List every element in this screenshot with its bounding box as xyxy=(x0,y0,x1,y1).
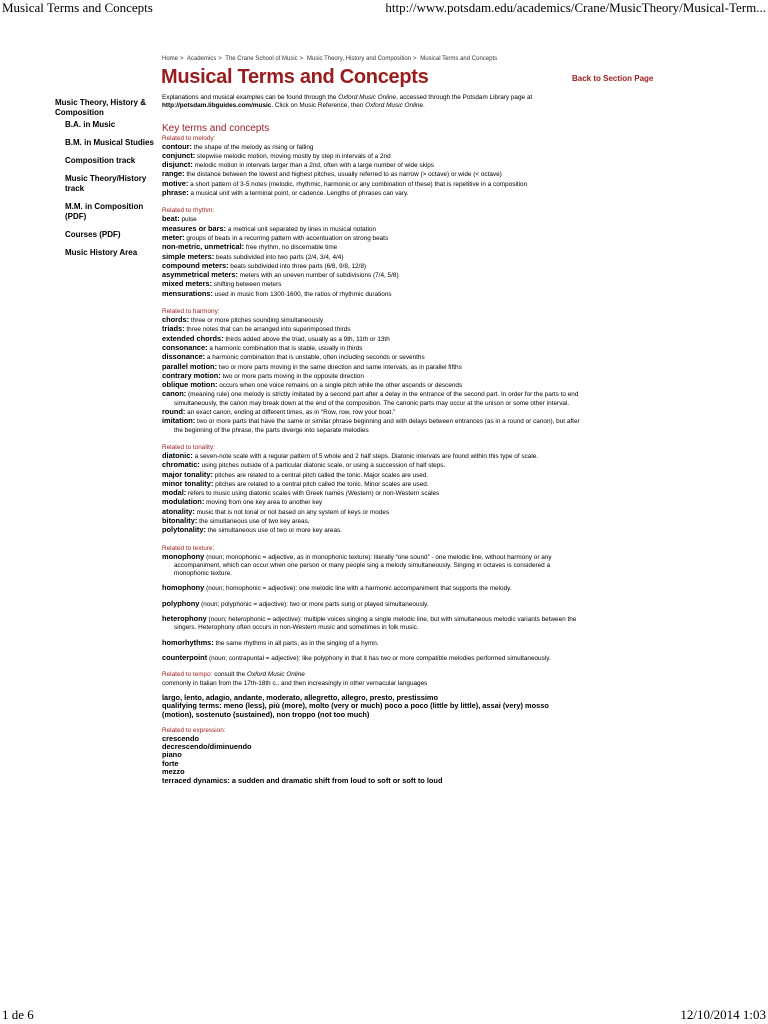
term-entry xyxy=(162,639,582,648)
term-entry xyxy=(162,408,582,417)
term-entry xyxy=(162,325,582,334)
term-name: simple meters: xyxy=(162,251,215,261)
breadcrumb-music-theory[interactable]: Music Theory, History and Composition xyxy=(306,56,412,62)
term-definition: two or more parts moving in the same direction and same intervals, as in parallel fifths xyxy=(217,363,462,371)
tempo-oxford: Oxford Music Online xyxy=(246,671,305,679)
print-header xyxy=(0,0,768,16)
term-name: dissonance: xyxy=(162,352,206,362)
breadcrumb-academics[interactable]: Academics xyxy=(186,56,217,62)
term-entry xyxy=(162,471,582,480)
term-definition: occurs when one voice remains on a single pitch while the other ascends or descends xyxy=(217,382,463,390)
term-entry xyxy=(162,243,582,252)
term-definition: (noun; homophonic = adjective): one melodic line with a harmonic accompaniment that supports the melody. xyxy=(204,585,512,593)
term-name: homophony xyxy=(162,583,205,593)
term-definition: music that is not tonal or not based on any system of keys or modes xyxy=(194,508,390,516)
intro-text: , accessed through the Potsdam Library page at xyxy=(396,94,533,101)
term-definition: stepwise melodic motion, moving mostly by step in intervals of a 2nd xyxy=(195,152,391,160)
term-entry xyxy=(162,381,582,390)
texture-terms xyxy=(162,553,582,664)
term-definition: (noun; monophonic = adjective, as in monophonic texture): literally “one sound” - one melodic line, without harmony or any accompaniment, which can occur when one person or many people sing a melody simultaneously. Singing in octaves is considered a monophonic texture. xyxy=(174,553,552,578)
term-name: imitation: xyxy=(162,416,196,426)
tonality-terms xyxy=(162,452,582,536)
term-definition: beats subdivided into three parts (6/8, 9/8, 12/8) xyxy=(228,262,367,270)
print-title: Musical Terms and Concepts xyxy=(2,0,153,15)
term-entry xyxy=(162,654,582,663)
term-name: range: xyxy=(162,169,185,179)
back-to-section-link[interactable]: Back to Section Page xyxy=(572,74,654,83)
term-name: motive: xyxy=(162,178,189,188)
term-definition: melodic motion in intervals larger than a 2nd, often with a large number of wide skips xyxy=(192,162,434,170)
intro-oxford: Oxford Music Online xyxy=(365,102,424,110)
tempo-terms: largo, lento, adagio, andante, moderato, allegretto, allegro, presto, prestissimo xyxy=(162,692,438,702)
term-entry xyxy=(162,452,582,461)
term-entry xyxy=(162,526,582,535)
term-entry xyxy=(162,280,582,289)
term-name: compound meters: xyxy=(162,260,229,270)
term-entry xyxy=(162,372,582,381)
term-definition: pitches are related to a central pitch called the tonic. Minor scales are used. xyxy=(213,480,429,488)
expression-item: forte xyxy=(162,758,179,768)
term-definition: an exact canon, ending at different times, as in “Row, row, row your boat.” xyxy=(185,409,396,417)
print-footer xyxy=(0,1007,768,1023)
term-definition: three or more pitches sounding simultaneously xyxy=(189,317,324,325)
intro-text: . Click on Music Reference, then xyxy=(271,102,366,110)
term-definition: used in music from 1300-1600, the ratios of rhythmic durations xyxy=(212,290,392,298)
expression-item: crescendo xyxy=(162,733,199,743)
libguides-link[interactable]: http://potsdam.libguides.com/music xyxy=(162,102,272,110)
term-definition: a metrical unit separated by lines in musical notation xyxy=(226,225,376,233)
term-definition: pitches are related to a central pitch called the tonic. Major scales are used. xyxy=(212,471,429,479)
term-name: mixed meters: xyxy=(162,279,213,289)
term-definition: the same rhythms in all parts, as in the singing of a hymn. xyxy=(213,639,379,647)
term-name: beat: xyxy=(162,214,180,224)
term-definition: a musical unit with a terminal point, or cadence. Lengths of phrases can vary. xyxy=(188,190,409,198)
term-definition: groups of beats in a recurring pattern with accentuation on strong beats xyxy=(184,234,389,242)
term-definition: free rhythm, no discernable time xyxy=(244,244,338,252)
term-entry xyxy=(162,417,582,435)
term-definition: refers to music using diatonic scales with Greek names (Western) or non-Western scales xyxy=(186,490,440,498)
term-entry xyxy=(162,189,582,198)
term-entry xyxy=(162,344,582,353)
term-entry xyxy=(162,271,582,280)
term-name: homorhythms: xyxy=(162,637,214,647)
sidebar-item-theory-history-track[interactable]: Music Theory/History track xyxy=(65,174,147,193)
term-name: minor tonality: xyxy=(162,478,214,488)
term-definition: two or more parts moving in the opposite direction xyxy=(220,372,364,380)
term-name: polytonality: xyxy=(162,525,206,535)
print-datetime: 12/10/2014 1:03 xyxy=(680,1007,766,1022)
term-entry xyxy=(162,180,582,189)
section-heading: Key terms and concepts xyxy=(162,122,270,134)
intro-paragraph xyxy=(162,94,582,111)
term-name: triads: xyxy=(162,324,185,334)
term-entry xyxy=(162,353,582,362)
term-entry xyxy=(162,152,582,161)
breadcrumb-crane-school[interactable]: The Crane School of Music xyxy=(225,56,298,62)
term-entry xyxy=(162,390,582,408)
term-name: consonance: xyxy=(162,342,208,352)
term-name: heterophony xyxy=(162,614,207,624)
term-name: polyphony xyxy=(162,598,200,608)
term-name: chords: xyxy=(162,315,190,325)
expression-item: terraced dynamics: a sudden and dramatic shift from loud to soft or soft to loud xyxy=(162,775,443,785)
term-entry xyxy=(162,508,582,517)
page-title: Musical Terms and Concepts xyxy=(161,66,429,88)
melody-subheading: Related to melody: xyxy=(162,134,216,142)
texture-subheading: Related to texture: xyxy=(162,544,215,552)
print-url: http://www.potsdam.edu/academics/Crane/MusicTheory/Musical-Term... xyxy=(385,0,766,15)
harmony-terms xyxy=(162,316,582,435)
term-name: round: xyxy=(162,407,186,417)
term-entry xyxy=(162,584,582,593)
term-name: extended chords: xyxy=(162,333,224,343)
intro-text: . xyxy=(423,102,425,110)
term-definition: the distance between the lowest and highest pitches, usually referred to as narrow (> octave) or wide (< octave) xyxy=(184,171,502,179)
main-content xyxy=(162,94,582,785)
expression-item: decrescendo/diminuendo xyxy=(162,742,252,752)
term-entry xyxy=(162,461,582,470)
expression-item: mezzo xyxy=(162,767,185,777)
term-name: conjunct: xyxy=(162,150,196,160)
term-name: major tonality: xyxy=(162,469,213,479)
breadcrumb-current: Musical Terms and Concepts xyxy=(420,56,498,62)
term-definition: a seven-note scale with a regular pattern of 5 whole and 2 half steps. Diatonic intervals are found within this type of scale. xyxy=(192,452,539,460)
term-name: chromatic: xyxy=(162,460,200,470)
term-entry xyxy=(162,335,582,344)
term-name: measures or bars: xyxy=(162,223,227,233)
print-page-number: 1 de 6 xyxy=(2,1007,34,1022)
tonality-subheading: Related to tonality: xyxy=(162,443,215,451)
term-entry xyxy=(162,517,582,526)
rhythm-terms xyxy=(162,215,582,299)
sidebar-item-ba-music[interactable]: B.A. in Music xyxy=(65,120,116,129)
breadcrumb-home[interactable]: Home xyxy=(162,56,179,62)
term-name: contour: xyxy=(162,141,192,151)
sidebar xyxy=(55,98,160,266)
term-definition: meters with an uneven number of subdivisions (7/4, 5/8) xyxy=(238,272,399,280)
term-definition: moving from one key area to another key xyxy=(204,499,323,507)
term-entry xyxy=(162,553,582,579)
intro-text: Explanations and musical examples can be found through the xyxy=(162,94,339,101)
expression-item: piano xyxy=(162,750,182,760)
sidebar-item-courses[interactable]: Courses (PDF) xyxy=(65,230,121,239)
term-definition: using pitches outside of a particular diatonic scale, or using a succession of half steps. xyxy=(199,462,446,470)
sidebar-item-bm-musical-studies[interactable]: B.M. in Musical Studies xyxy=(65,138,154,147)
term-definition: two or more parts that have the same or similar phrase beginning and with delays between entrances (as in a round or canon), but after the beginning of the phrase, the parts diverge into separate melodies xyxy=(174,418,580,434)
expression-list xyxy=(162,735,582,785)
term-definition: a harmonic combination that is unstable, often including seconds or sevenths xyxy=(205,354,425,362)
sidebar-item-music-history[interactable]: Music History Area xyxy=(65,248,138,257)
term-name: non-metric, unmetrical: xyxy=(162,242,245,252)
sidebar-heading[interactable]: Music Theory, History & Composition xyxy=(55,98,146,117)
term-entry xyxy=(162,161,582,170)
term-definition: the simultaneous use of two key areas. xyxy=(197,517,310,525)
rhythm-subheading: Related to rhythm: xyxy=(162,207,215,215)
term-name: atonality: xyxy=(162,506,195,516)
term-name: canon: xyxy=(162,389,187,399)
term-definition: three notes that can be arranged into superimposed thirds xyxy=(184,326,351,334)
term-entry xyxy=(162,170,582,179)
term-name: oblique motion: xyxy=(162,380,218,390)
term-definition: (noun; contrapuntal = adjective): like polyphony in that it has two or more compatible melodies performed simultaneously. xyxy=(207,654,551,662)
term-definition: pulse xyxy=(179,216,197,224)
tempo-subheading xyxy=(162,671,582,679)
term-entry xyxy=(162,316,582,325)
term-entry xyxy=(162,143,582,152)
term-entry xyxy=(162,498,582,507)
qualifying-terms: qualifying terms: meno (less), più (more), molto (very or much) poco a poco (little by little), assai (very) mosso (motion), sostenuto (sustained), non troppo (not too much) xyxy=(162,701,549,720)
intro-oxford: Oxford Music Online xyxy=(338,94,397,101)
term-definition: (noun; polyphonic = adjective): two or more parts sung or played simultaneously. xyxy=(199,600,429,608)
term-name: counterpoint xyxy=(162,652,208,662)
term-name: diatonic: xyxy=(162,450,193,460)
term-definition: (meaning rule) one melody is strictly imitated by a second part after a delay in the entrance of the second part. In order for the parts to end simultaneously, the canon may break down at the end of the composition. The canonic parts may occur at the unison or some other interval. xyxy=(174,391,579,407)
tempo-description: commonly in Italian from the 17th-18th c., and then increasingly in other vernacular languages xyxy=(162,679,428,687)
term-definition: the simultaneous use of two or more key areas. xyxy=(205,527,342,535)
term-name: phrase: xyxy=(162,188,189,198)
term-name: parallel motion: xyxy=(162,361,218,371)
term-name: mensurations: xyxy=(162,288,213,298)
term-definition: (noun; heterophonic = adjective): multiple voices singing a single melodic line, but with simultaneous melodic variants between the singers. Heterophony often occurs in non-Western music and sometimes in folk music. xyxy=(174,616,577,632)
term-name: modulation: xyxy=(162,497,205,507)
harmony-subheading: Related to harmony: xyxy=(162,308,220,316)
term-entry xyxy=(162,363,582,372)
sidebar-item-composition-track[interactable]: Composition track xyxy=(65,156,136,165)
term-name: monophony xyxy=(162,551,205,561)
tempo-section xyxy=(162,671,582,719)
term-entry xyxy=(162,600,582,609)
term-entry xyxy=(162,480,582,489)
term-name: modal: xyxy=(162,488,187,498)
term-entry xyxy=(162,290,582,299)
term-definition: shifting between meters xyxy=(212,281,282,289)
tempo-label-rest: consult the xyxy=(212,671,247,679)
term-name: asymmetrical meters: xyxy=(162,270,239,280)
term-entry xyxy=(162,225,582,234)
tempo-label: Related to tempo: xyxy=(162,671,213,679)
term-name: bitonality: xyxy=(162,515,198,525)
breadcrumb: Home > Academics > The Crane School of Music > Music Theory, History and Composition > Musical Terms and Concepts xyxy=(162,56,498,62)
term-definition: a short pattern of 3-5 notes (melodic, rhythmic, harmonic or any combination of these) that is repetitive in a composition xyxy=(188,180,528,188)
term-entry xyxy=(162,615,582,633)
term-definition: beats subdivided into two parts (2/4, 3/4, 4/4) xyxy=(214,253,344,261)
term-name: meter: xyxy=(162,232,185,242)
term-name: disjunct: xyxy=(162,160,193,170)
melody-terms xyxy=(162,143,582,199)
term-definition: the shape of the melody as rising or falling xyxy=(191,143,314,151)
term-definition: a harmonic combination that is stable, usually in thirds xyxy=(207,344,363,352)
term-entry xyxy=(162,489,582,498)
sidebar-item-mm-composition[interactable]: M.M. in Composition (PDF) xyxy=(65,202,144,221)
term-name: contrary motion: xyxy=(162,370,221,380)
term-definition: thirds added above the triad, usually as a 9th, 11th or 13th xyxy=(223,335,390,343)
expression-subheading: Related to expression: xyxy=(162,726,226,734)
